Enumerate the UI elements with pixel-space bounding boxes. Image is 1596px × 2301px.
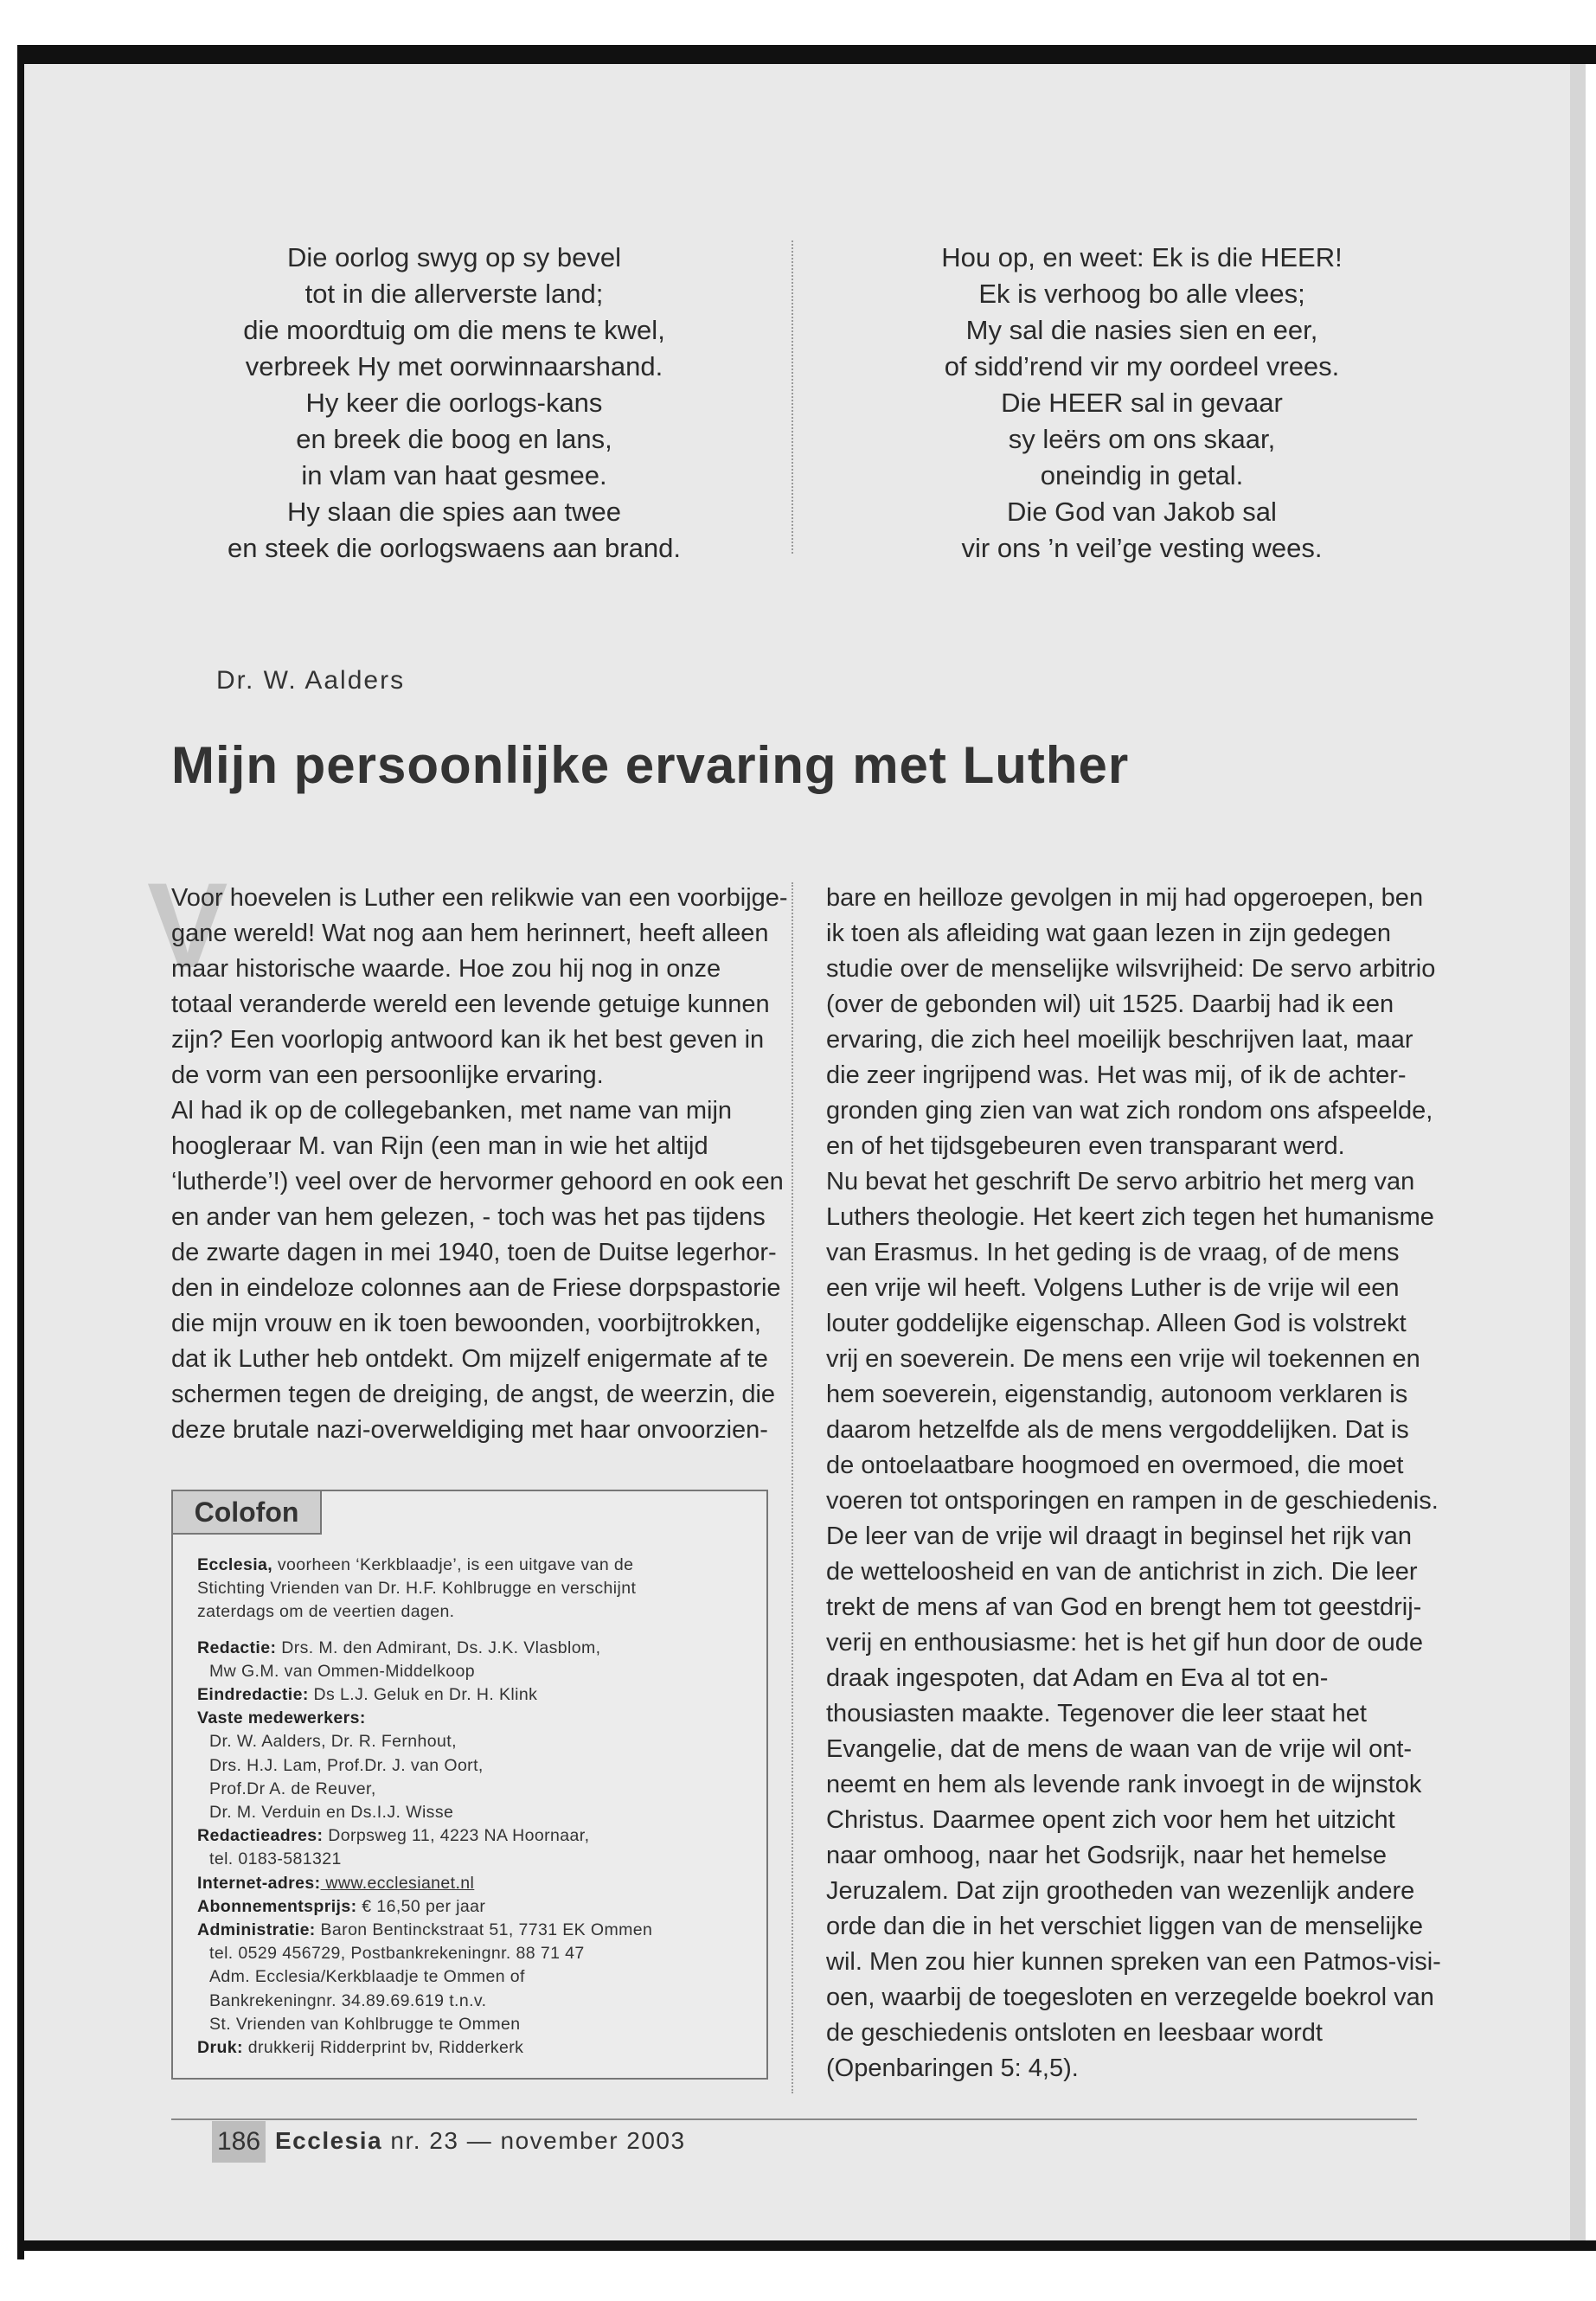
poem-left-stanza	[225, 240, 683, 567]
colofon-label: Abonnementsprijs:	[197, 1896, 357, 1916]
paragraph-line: ‘lutherde’!) veel over de hervormer gehoord en ook een	[171, 1168, 784, 1195]
colofon-line	[197, 1942, 751, 1965]
colofon-line	[197, 1848, 751, 1871]
colofon-value: tel. 0183-581321	[209, 1849, 342, 1869]
colofon-line	[197, 1824, 751, 1848]
paragraph-line: Christus. Daarmee opent zich voor hem het uitzicht	[826, 1806, 1395, 1834]
colofon-body	[197, 1554, 751, 2060]
poem-line: Hou op, en weet: Ek is die HEER!	[941, 242, 1343, 272]
colofon-line	[197, 1730, 751, 1753]
paragraph-line: Nu bevat het geschrift De servo arbitrio het merg van	[826, 1168, 1415, 1195]
colofon-line	[197, 2013, 751, 2036]
colofon-value: Drs. M. den Admirant, Ds. J.K. Vlasblom,	[276, 1638, 601, 1657]
paragraph-line: zijn? Een voorlopig antwoord kan ik het best geven in	[171, 1026, 765, 1054]
article-title: Mijn persoonlijke ervaring met Luther	[171, 736, 1130, 794]
article-author: Dr. W. Aalders	[216, 666, 406, 695]
colofon-label: Ecclesia,	[197, 1555, 273, 1574]
page-right-edge	[1570, 64, 1586, 2240]
scan-bottom-border	[17, 2240, 1596, 2251]
colofon-line	[197, 1872, 751, 1895]
drop-cap: V	[147, 857, 228, 993]
paragraph-line: De leer van de vrije wil draagt in beginsel het rijk van	[826, 1522, 1413, 1550]
poem-line: tot in die allerverste land;	[304, 279, 604, 309]
poem-line: en breek die boog en lans,	[296, 424, 612, 454]
poem-line: en steek die oorlogswaens aan brand.	[228, 533, 681, 563]
paragraph-line: (over de gebonden wil) uit 1525. Daarbij had ik een	[826, 990, 1394, 1018]
footer-rule	[171, 2118, 1417, 2120]
colofon-label: Vaste medewerkers:	[197, 1708, 366, 1728]
colofon-line	[197, 1683, 751, 1707]
paragraph-line: naar omhoog, naar het Godsrijk, naar het hemelse	[826, 1842, 1388, 1869]
paragraph-line: wil. Men zou hier kunnen spreken van een Patmos-visi-	[826, 1948, 1441, 1976]
colofon-value: Baron Bentinckstraat 51, 7731 EK Ommen	[315, 1920, 653, 1940]
paragraph-line: Luthers theologie. Het keert zich tegen het humanisme	[826, 1203, 1434, 1231]
colofon-heading: Colofon	[173, 1491, 322, 1535]
colofon-details	[197, 1637, 751, 2061]
colofon-line	[197, 1754, 751, 1778]
paragraph-line: die zeer ingrijpend was. Het was mij, of ik de achter-	[826, 1061, 1407, 1089]
paragraph-line: neemt en hem als levende rank invoegt in de wijnstok	[826, 1771, 1422, 1798]
colofon-value: € 16,50 per jaar	[356, 1896, 486, 1916]
paragraph-line: verij en enthousiasme: het is het gif hun door de oude	[826, 1629, 1424, 1657]
colofon-line	[197, 1895, 751, 1919]
colofon-value: Prof.Dr A. de Reuver,	[209, 1779, 376, 1798]
paragraph-line: studie over de menselijke wilsvrijheid: De servo arbitrio	[826, 955, 1436, 983]
paragraph-line: thousiasten maakte. Tegenover die leer staat het	[826, 1700, 1367, 1727]
paragraph-line: totaal veranderde wereld een levende getuige kunnen	[171, 990, 770, 1018]
poem-right-stanza	[900, 240, 1384, 567]
paragraph-line: ervaring, die zich heel moeilijk beschrijven laat, maar	[826, 1026, 1413, 1054]
article-left-column	[171, 881, 788, 1448]
poem-line: Hy slaan die spies aan twee	[286, 497, 621, 527]
paragraph-line: Evangelie, dat de mens de waan van de vrije wil ont-	[826, 1735, 1413, 1763]
footer-magazine: Ecclesia	[275, 2127, 383, 2154]
poem-line: Die HEER sal in gevaar	[1001, 388, 1283, 418]
scan-top-border	[17, 45, 1596, 64]
paragraph-line: de zwarte dagen in mei 1940, toen de Duitse legerhor-	[171, 1239, 777, 1266]
colofon-value: zaterdags om de veertien dagen.	[197, 1602, 455, 1622]
colofon-line	[197, 1600, 751, 1624]
paragraph-line: deze brutale nazi-overweldiging met haar onvoorzien-	[171, 1416, 768, 1444]
paragraph-line: Al had ik op de collegebanken, met name van mijn	[171, 1097, 733, 1125]
colofon-intro	[197, 1554, 751, 1625]
colofon-value: drukkerij Ridderprint bv, Ridderkerk	[242, 2038, 524, 2058]
paragraph-line: gronden ging zien van wat zich rondom ons afspeelde,	[826, 1097, 1433, 1125]
poem-divider	[792, 240, 793, 554]
colofon-label: Redactieadres:	[197, 1826, 324, 1846]
colofon-line	[197, 1801, 751, 1824]
poem-line: of sidd’rend vir my oordeel vrees.	[944, 351, 1340, 381]
paragraph-line: Jeruzalem. Dat zijn grootheden van wezenlijk andere	[826, 1877, 1415, 1905]
footer-issue-line	[275, 2127, 686, 2155]
poem-line: oneindig in getal.	[1040, 460, 1244, 490]
colofon-label: Redactie:	[197, 1638, 277, 1657]
paragraph-line: orde dan die in het verschiet liggen van de menselijke	[826, 1913, 1423, 1940]
paragraph-line: gane wereld! Wat nog aan hem herinnert, heeft alleen	[171, 920, 769, 947]
paragraph-line: en of het tijdsgebeuren even transparant werd.	[826, 1132, 1345, 1160]
paragraph-line: bare en heilloze gevolgen in mij had opgeroepen, ben	[826, 884, 1424, 912]
colofon-value: Ds L.J. Geluk en Dr. H. Klink	[308, 1685, 538, 1705]
paragraph-line: voeren tot ontsporingen en rampen in de geschiedenis.	[826, 1487, 1439, 1515]
colofon-line	[197, 1577, 751, 1600]
poem-line: sy leërs om ons skaar,	[1008, 424, 1276, 454]
paragraph-line: en ander van hem gelezen, - toch was het pas tijdens	[171, 1203, 766, 1231]
paragraph-line: hoogleraar M. van Rijn (een man in wie het altijd	[171, 1132, 708, 1160]
paragraph-line: de geschiedenis ontsloten en leesbaar wordt	[826, 2019, 1323, 2047]
paragraph-line: die mijn vrouw en ik toen bewoonden, voorbijtrokken,	[171, 1310, 761, 1337]
poem-line: Die oorlog swyg op sy bevel	[287, 242, 621, 272]
colofon-value: Adm. Ecclesia/Kerkblaadje te Ommen of	[209, 1967, 525, 1987]
paragraph-line: dat ik Luther heb ontdekt. Om mijzelf enigermate af te	[171, 1345, 768, 1373]
colofon-value: tel. 0529 456729, Postbankrekeningnr. 88 71 47	[209, 1944, 585, 1964]
poem-line: Die God van Jakob sal	[1007, 497, 1277, 527]
scan-left-border	[17, 45, 24, 2259]
paragraph-line: draak ingespoten, dat Adam en Eva al tot en-	[826, 1664, 1329, 1692]
paragraph-line: vrij en soeverein. De mens een vrije wil toekennen en	[826, 1345, 1420, 1373]
paragraph-line: de ontoelaatbare hoogmoed en overmoed, die moet	[826, 1452, 1404, 1479]
colofon-value: Dr. M. Verduin en Ds.I.J. Wisse	[209, 1803, 454, 1823]
colofon-line	[197, 1965, 751, 1989]
colofon-value: Mw G.M. van Ommen-Middelkoop	[209, 1661, 476, 1681]
paragraph-line: schermen tegen de dreiging, de angst, de weerzin, die	[171, 1381, 776, 1408]
colofon-value: Dr. W. Aalders, Dr. R. Fernhout,	[209, 1732, 457, 1752]
poem-line: Ek is verhoog bo alle vlees;	[978, 279, 1305, 309]
colofon-line	[197, 1660, 751, 1683]
footer-issue: nr. 23 — november 2003	[382, 2127, 686, 2154]
colofon-line	[197, 2036, 751, 2060]
paragraph-line: de vorm van een persoonlijke ervaring.	[171, 1061, 604, 1089]
colofon-label: Druk:	[197, 2038, 243, 2058]
colofon-line	[197, 1707, 751, 1730]
paragraph-line: de wetteloosheid en van de antichrist in zich. Die leer	[826, 1558, 1418, 1586]
colofon-value: Stichting Vrienden van Dr. H.F. Kohlbrugge en verschijnt	[197, 1579, 637, 1599]
paragraph-line: den in eindeloze colonnes aan de Friese dorpspastorie	[171, 1274, 781, 1302]
colofon-line	[197, 1778, 751, 1801]
poem-line: Hy keer die oorlogs-kans	[305, 388, 603, 418]
colofon-box	[171, 1490, 768, 2080]
colofon-label: Internet-adres:	[197, 1873, 321, 1893]
poem-line: in vlam van haat gesmee.	[301, 460, 607, 490]
column-divider	[792, 882, 793, 2093]
colofon-value: St. Vrienden van Kohlbrugge te Ommen	[209, 2014, 521, 2034]
poem-line: die moordtuig om die mens te kwel,	[243, 315, 665, 345]
poem-line: My sal die nasies sien en eer,	[965, 315, 1318, 345]
poem-line: verbreek Hy met oorwinnaarshand.	[245, 351, 663, 381]
paragraph-line: louter goddelijke eigenschap. Alleen God is volstrekt	[826, 1310, 1407, 1337]
paragraph-line: trekt de mens af van God en brengt hem tot geestdrij-	[826, 1593, 1422, 1621]
colofon-line	[197, 1919, 751, 1942]
colofon-label: Eindredactie:	[197, 1685, 309, 1705]
colofon-line	[197, 1990, 751, 2013]
colofon-label: Administratie:	[197, 1920, 316, 1940]
paragraph-line: Voor hoevelen is Luther een relikwie van een voorbijge-	[171, 884, 788, 912]
paragraph-line: een vrije wil heeft. Volgens Luther is de vrije wil een	[826, 1274, 1400, 1302]
website-link[interactable]: www.ecclesianet.nl	[320, 1873, 475, 1893]
paragraph-line: ik toen als afleiding wat gaan lezen in zijn gedegen	[826, 920, 1391, 947]
paragraph-line: hem soeverein, eigenstandig, autonoom verklaren is	[826, 1381, 1408, 1408]
article-right-column	[826, 881, 1441, 2086]
paragraph-line: daarom hetzelfde als de mens vergoddelijken. Dat is	[826, 1416, 1409, 1444]
colofon-value: Bankrekeningnr. 34.89.69.619 t.n.v.	[209, 1990, 487, 2010]
colofon-line	[197, 1637, 751, 1660]
page-number: 186	[212, 2121, 266, 2163]
colofon-value: Drs. H.J. Lam, Prof.Dr. J. van Oort,	[209, 1755, 484, 1775]
colofon-value: voorheen ‘Kerkblaadje’, is een uitgave van de	[272, 1555, 634, 1574]
colofon-line	[197, 1554, 751, 1577]
paragraph-line: van Erasmus. In het geding is de vraag, of de mens	[826, 1239, 1400, 1266]
paragraph-line: maar historische waarde. Hoe zou hij nog in onze	[171, 955, 721, 983]
paragraph-line: oen, waarbij de toegesloten en verzegelde boekrol van	[826, 1984, 1434, 2011]
paragraph-line: (Openbaringen 5: 4,5).	[826, 2054, 1079, 2082]
poem-line: vir ons ’n veil’ge vesting wees.	[961, 533, 1323, 563]
colofon-value: Dorpsweg 11, 4223 NA Hoornaar,	[323, 1826, 590, 1846]
